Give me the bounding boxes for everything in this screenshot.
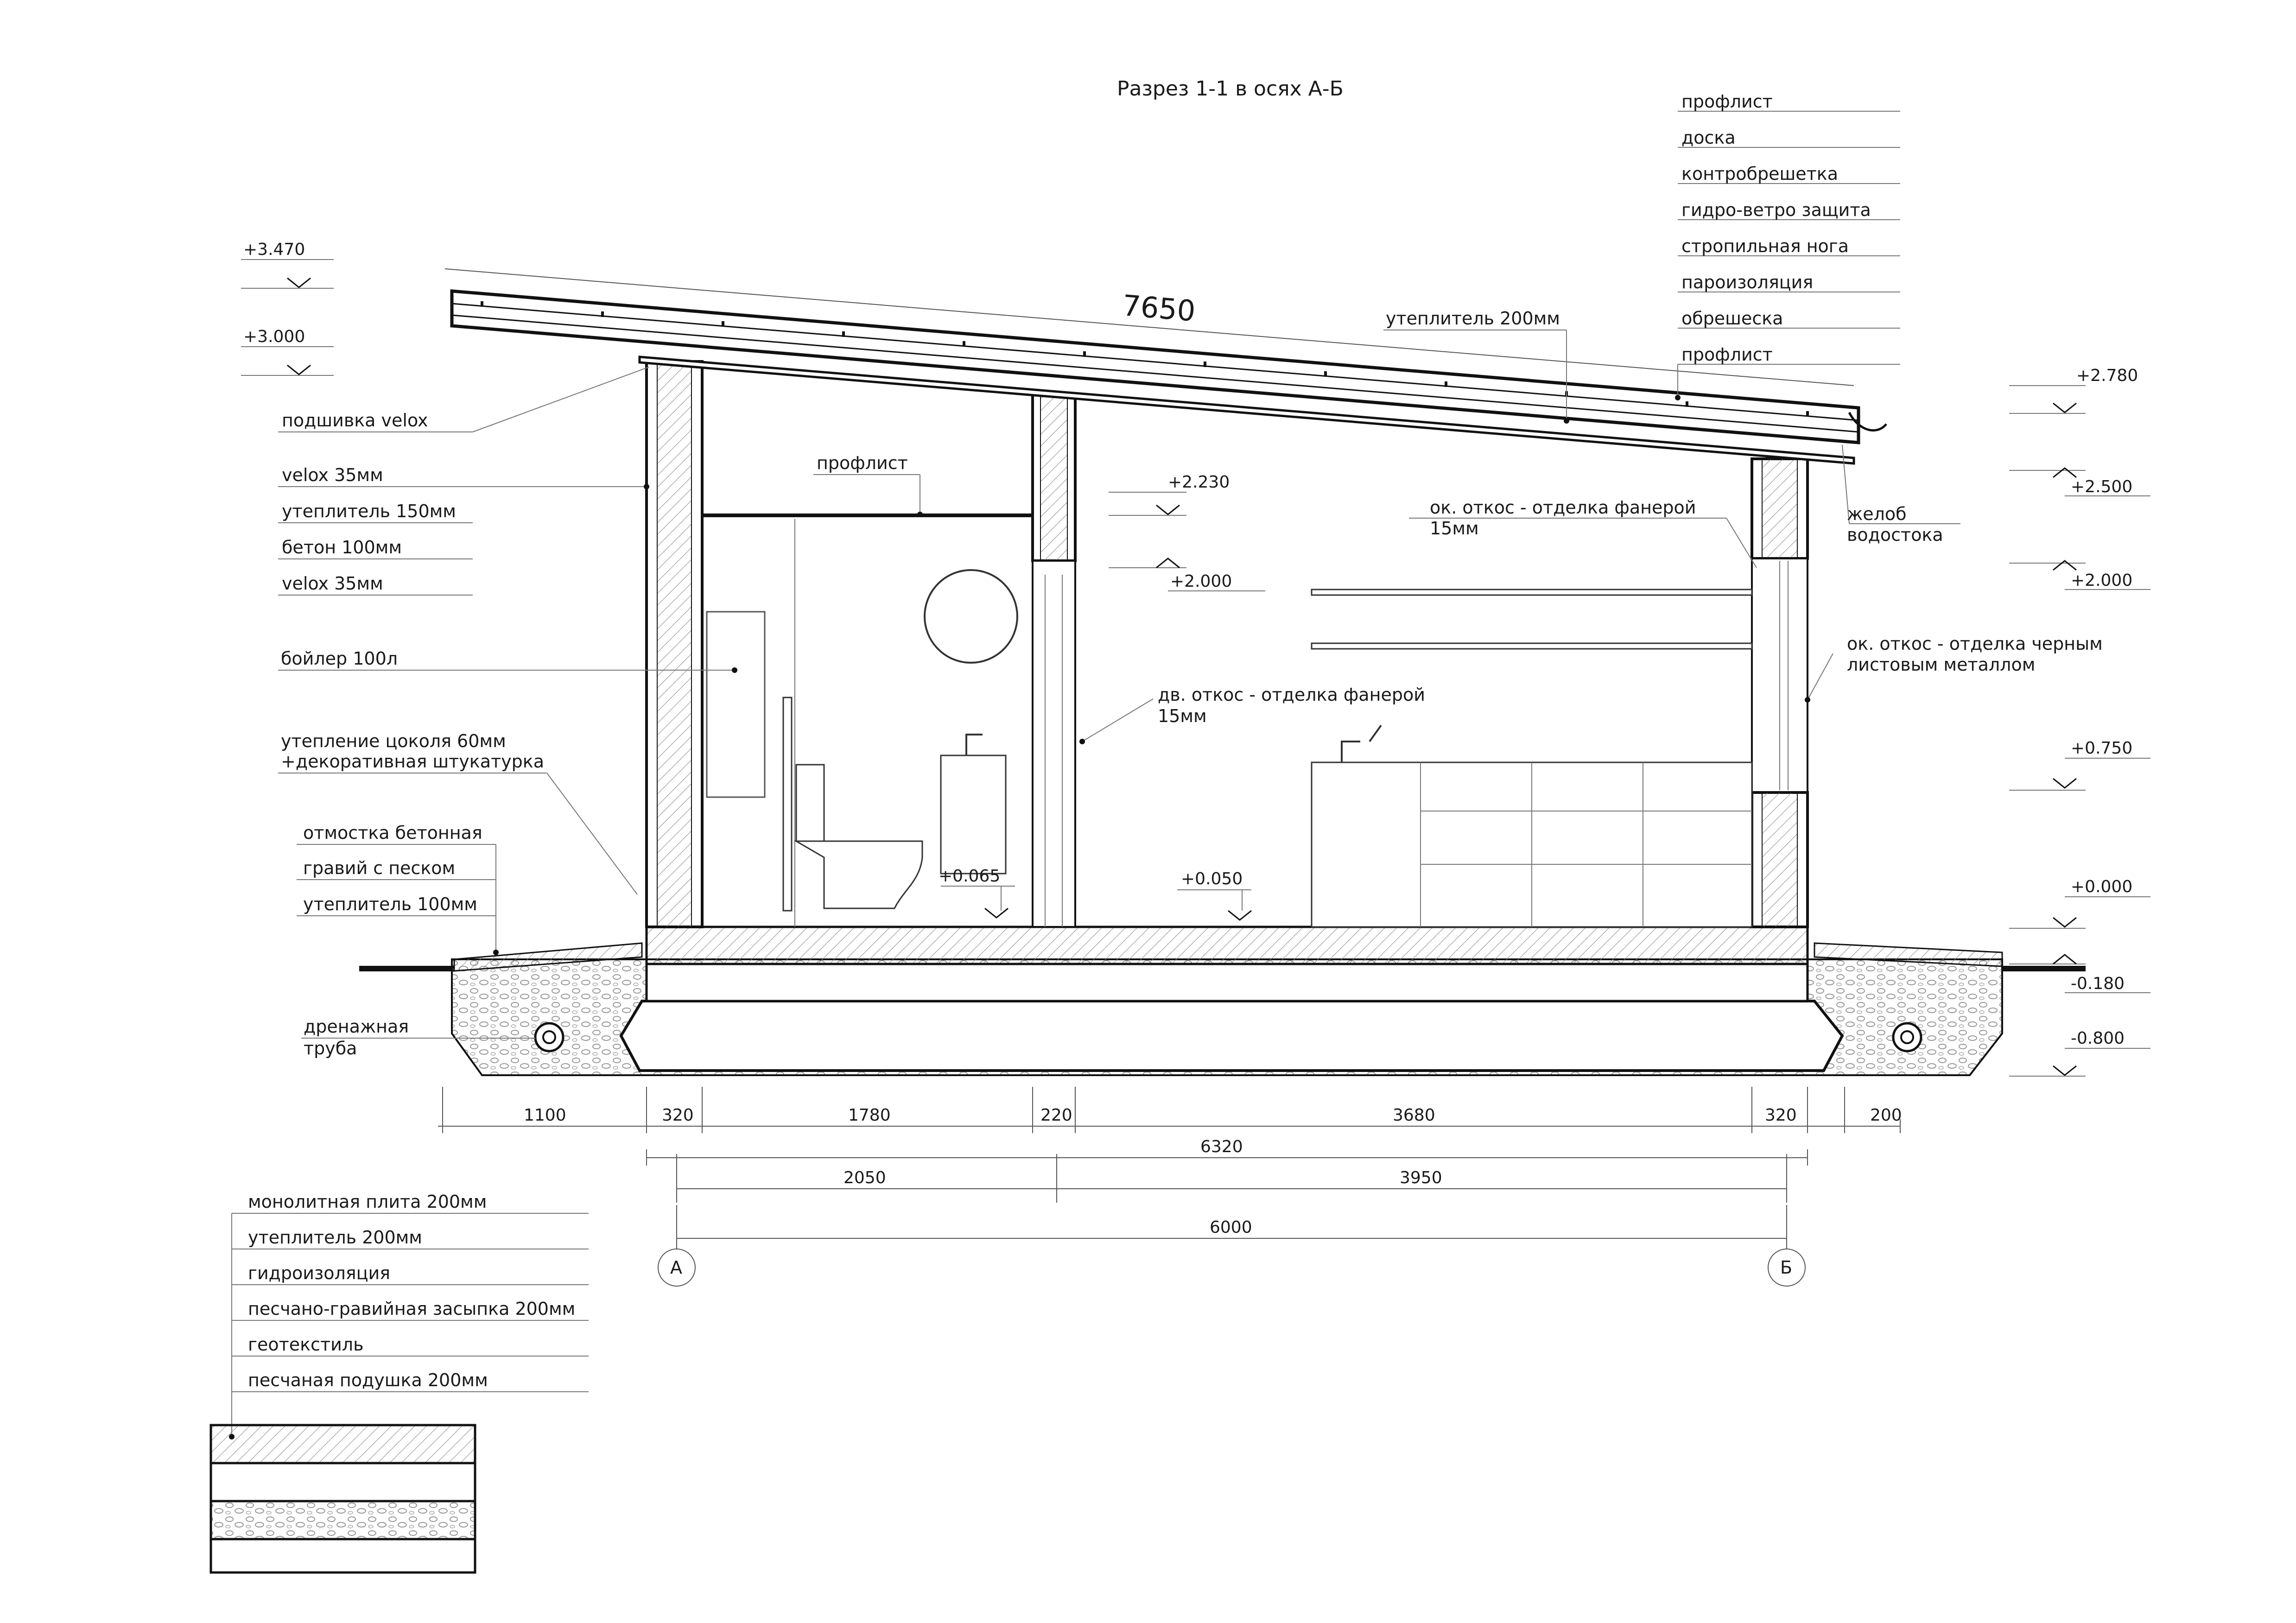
slab-layer-label: гидроизоляция xyxy=(248,1263,391,1283)
slab-layer-label: песчаная подушка 200мм xyxy=(248,1370,488,1390)
boiler-label: бойлер 100л xyxy=(281,648,398,669)
axis-label: Б xyxy=(1780,1257,1793,1278)
ceiling-label: профлист xyxy=(817,453,908,473)
dimension-label: 6000 xyxy=(1210,1218,1252,1237)
elevation-marker xyxy=(241,260,334,288)
soffit-label: подшивка velox xyxy=(282,410,428,431)
wall-right-upper xyxy=(1752,459,1808,558)
plinth-label: +декоративная штукатурка xyxy=(281,751,545,772)
dimension-label: 1780 xyxy=(848,1106,891,1125)
slab-layer-label: утеплитель 200мм xyxy=(248,1227,422,1248)
dimension-label: 200 xyxy=(1870,1106,1902,1125)
window-reveal-label: 15мм xyxy=(1430,518,1479,539)
plinth-label: утепление цоколя 60мм xyxy=(281,731,506,751)
floor-slab xyxy=(647,927,1808,964)
roof-layer-label: доска xyxy=(1681,127,1736,148)
dimension-label: 3680 xyxy=(1393,1106,1435,1125)
roof-layer-label: гидро-ветро защита xyxy=(1681,200,1871,220)
boiler xyxy=(707,612,765,797)
elevation-marker xyxy=(2009,1048,2150,1076)
elevation-label: +2.230 xyxy=(1168,473,1230,492)
ground-layer-label: отмостка бетонная xyxy=(303,823,482,843)
elevation-label: -0.800 xyxy=(2071,1029,2125,1048)
dimension-label: 2050 xyxy=(844,1168,886,1187)
elevation-marker xyxy=(241,347,334,375)
wall-layer-label: утеплитель 150мм xyxy=(282,501,456,521)
door-reveal-leader xyxy=(1079,699,1153,744)
floor-insulation xyxy=(647,964,1808,1001)
elevation-marker xyxy=(2009,758,2150,790)
door-reveal-label: дв. откос - отделка фанерой xyxy=(1158,685,1425,705)
roof-layer-label: стропильная нога xyxy=(1681,236,1849,256)
dimension-label: 220 xyxy=(1040,1106,1072,1125)
elevation-label: +2.500 xyxy=(2071,477,2133,496)
wall-layer-label: velox 35мм xyxy=(282,573,383,594)
drain-label: труба xyxy=(304,1038,357,1059)
gutter-label: водостока xyxy=(1847,525,1943,545)
elevation-label: +0.065 xyxy=(939,867,1001,886)
window-opening xyxy=(1752,558,1808,792)
elevation-label: +0.000 xyxy=(2071,877,2133,896)
elevation-marker xyxy=(1109,492,1186,515)
elevation-label: +2.000 xyxy=(1170,572,1232,591)
drain-label: дренажная xyxy=(304,1016,409,1037)
elevation-label: -0.180 xyxy=(2071,974,2125,993)
slab-layer-label: геотекстиль xyxy=(248,1334,364,1355)
elevation-marker xyxy=(941,886,1015,918)
kitchen-shelves xyxy=(1312,590,1752,649)
ground-layer-label: гравий с песком xyxy=(303,858,456,878)
roof-layer-label: обрешеcка xyxy=(1681,308,1783,329)
ground-layer-label: утеплитель 100мм xyxy=(303,894,477,914)
elevation-label: +0.050 xyxy=(1181,869,1243,888)
mirror xyxy=(925,570,1017,663)
gutter-label: желоб xyxy=(1847,504,1907,524)
roof-layer-label: профлист xyxy=(1681,91,1773,112)
slab-layer-label: песчано-гравийная засыпка 200мм xyxy=(248,1299,576,1319)
slab-layer-label: монолитная плита 200мм xyxy=(248,1192,487,1212)
foundation-slab xyxy=(621,1001,1842,1071)
drain-pipe-left xyxy=(535,1023,563,1051)
drawing-title: Разрез 1-1 в осях А-Б xyxy=(1117,77,1344,101)
door-opening xyxy=(1033,561,1075,927)
roof-layer-label: пароизоляция xyxy=(1681,272,1814,292)
elevation-label: +3.470 xyxy=(243,240,305,259)
elevation-marker xyxy=(1177,890,1251,920)
elevation-marker xyxy=(2009,386,2086,413)
roof-layer-label: контробрешетка xyxy=(1681,164,1839,184)
elevation-label: +2.000 xyxy=(2071,571,2133,590)
toilet xyxy=(796,765,922,908)
dimension-chain-1 xyxy=(438,1087,1900,1133)
dimension-label: 320 xyxy=(1765,1106,1797,1125)
washbasin xyxy=(941,735,1006,874)
kitchen-cabinets xyxy=(1312,725,1752,927)
wall-layer-label: velox 35мм xyxy=(282,465,383,485)
roof-insulation-label: утеплитель 200мм xyxy=(1386,308,1560,329)
elevation-label: +2.780 xyxy=(2076,366,2138,385)
roof-layer-label: профлист xyxy=(1681,344,1773,365)
wall-right-lower xyxy=(1752,792,1808,927)
dimension-label: 1100 xyxy=(524,1106,566,1125)
metal-reveal-leader xyxy=(1805,653,1833,703)
axis-label: А xyxy=(670,1257,682,1278)
drain-pipe-right xyxy=(1893,1023,1921,1051)
elevation-marker xyxy=(2009,897,2150,928)
slab-layers-sample xyxy=(211,1425,475,1572)
ceiling-leader xyxy=(813,475,923,517)
roof-length-label: 7650 xyxy=(1121,288,1197,328)
window-reveal-label: ок. откос - отделка фанерой xyxy=(1430,497,1696,518)
dimension-label: 6320 xyxy=(1200,1137,1243,1156)
dimension-label: 3950 xyxy=(1400,1168,1442,1187)
elevation-label: +3.000 xyxy=(243,327,305,346)
shower-screen xyxy=(783,697,792,911)
metal-reveal-label: листовым металлом xyxy=(1847,654,2036,675)
dimension-label: 320 xyxy=(662,1106,694,1125)
wall-left xyxy=(647,361,702,927)
door-reveal-label: 15мм xyxy=(1158,706,1207,726)
inner-wall-upper xyxy=(1033,394,1075,561)
wall-layer-label: бетон 100мм xyxy=(282,537,402,558)
metal-reveal-label: ок. откос - отделка черным xyxy=(1847,634,2103,654)
elevation-label: +0.750 xyxy=(2071,739,2133,758)
